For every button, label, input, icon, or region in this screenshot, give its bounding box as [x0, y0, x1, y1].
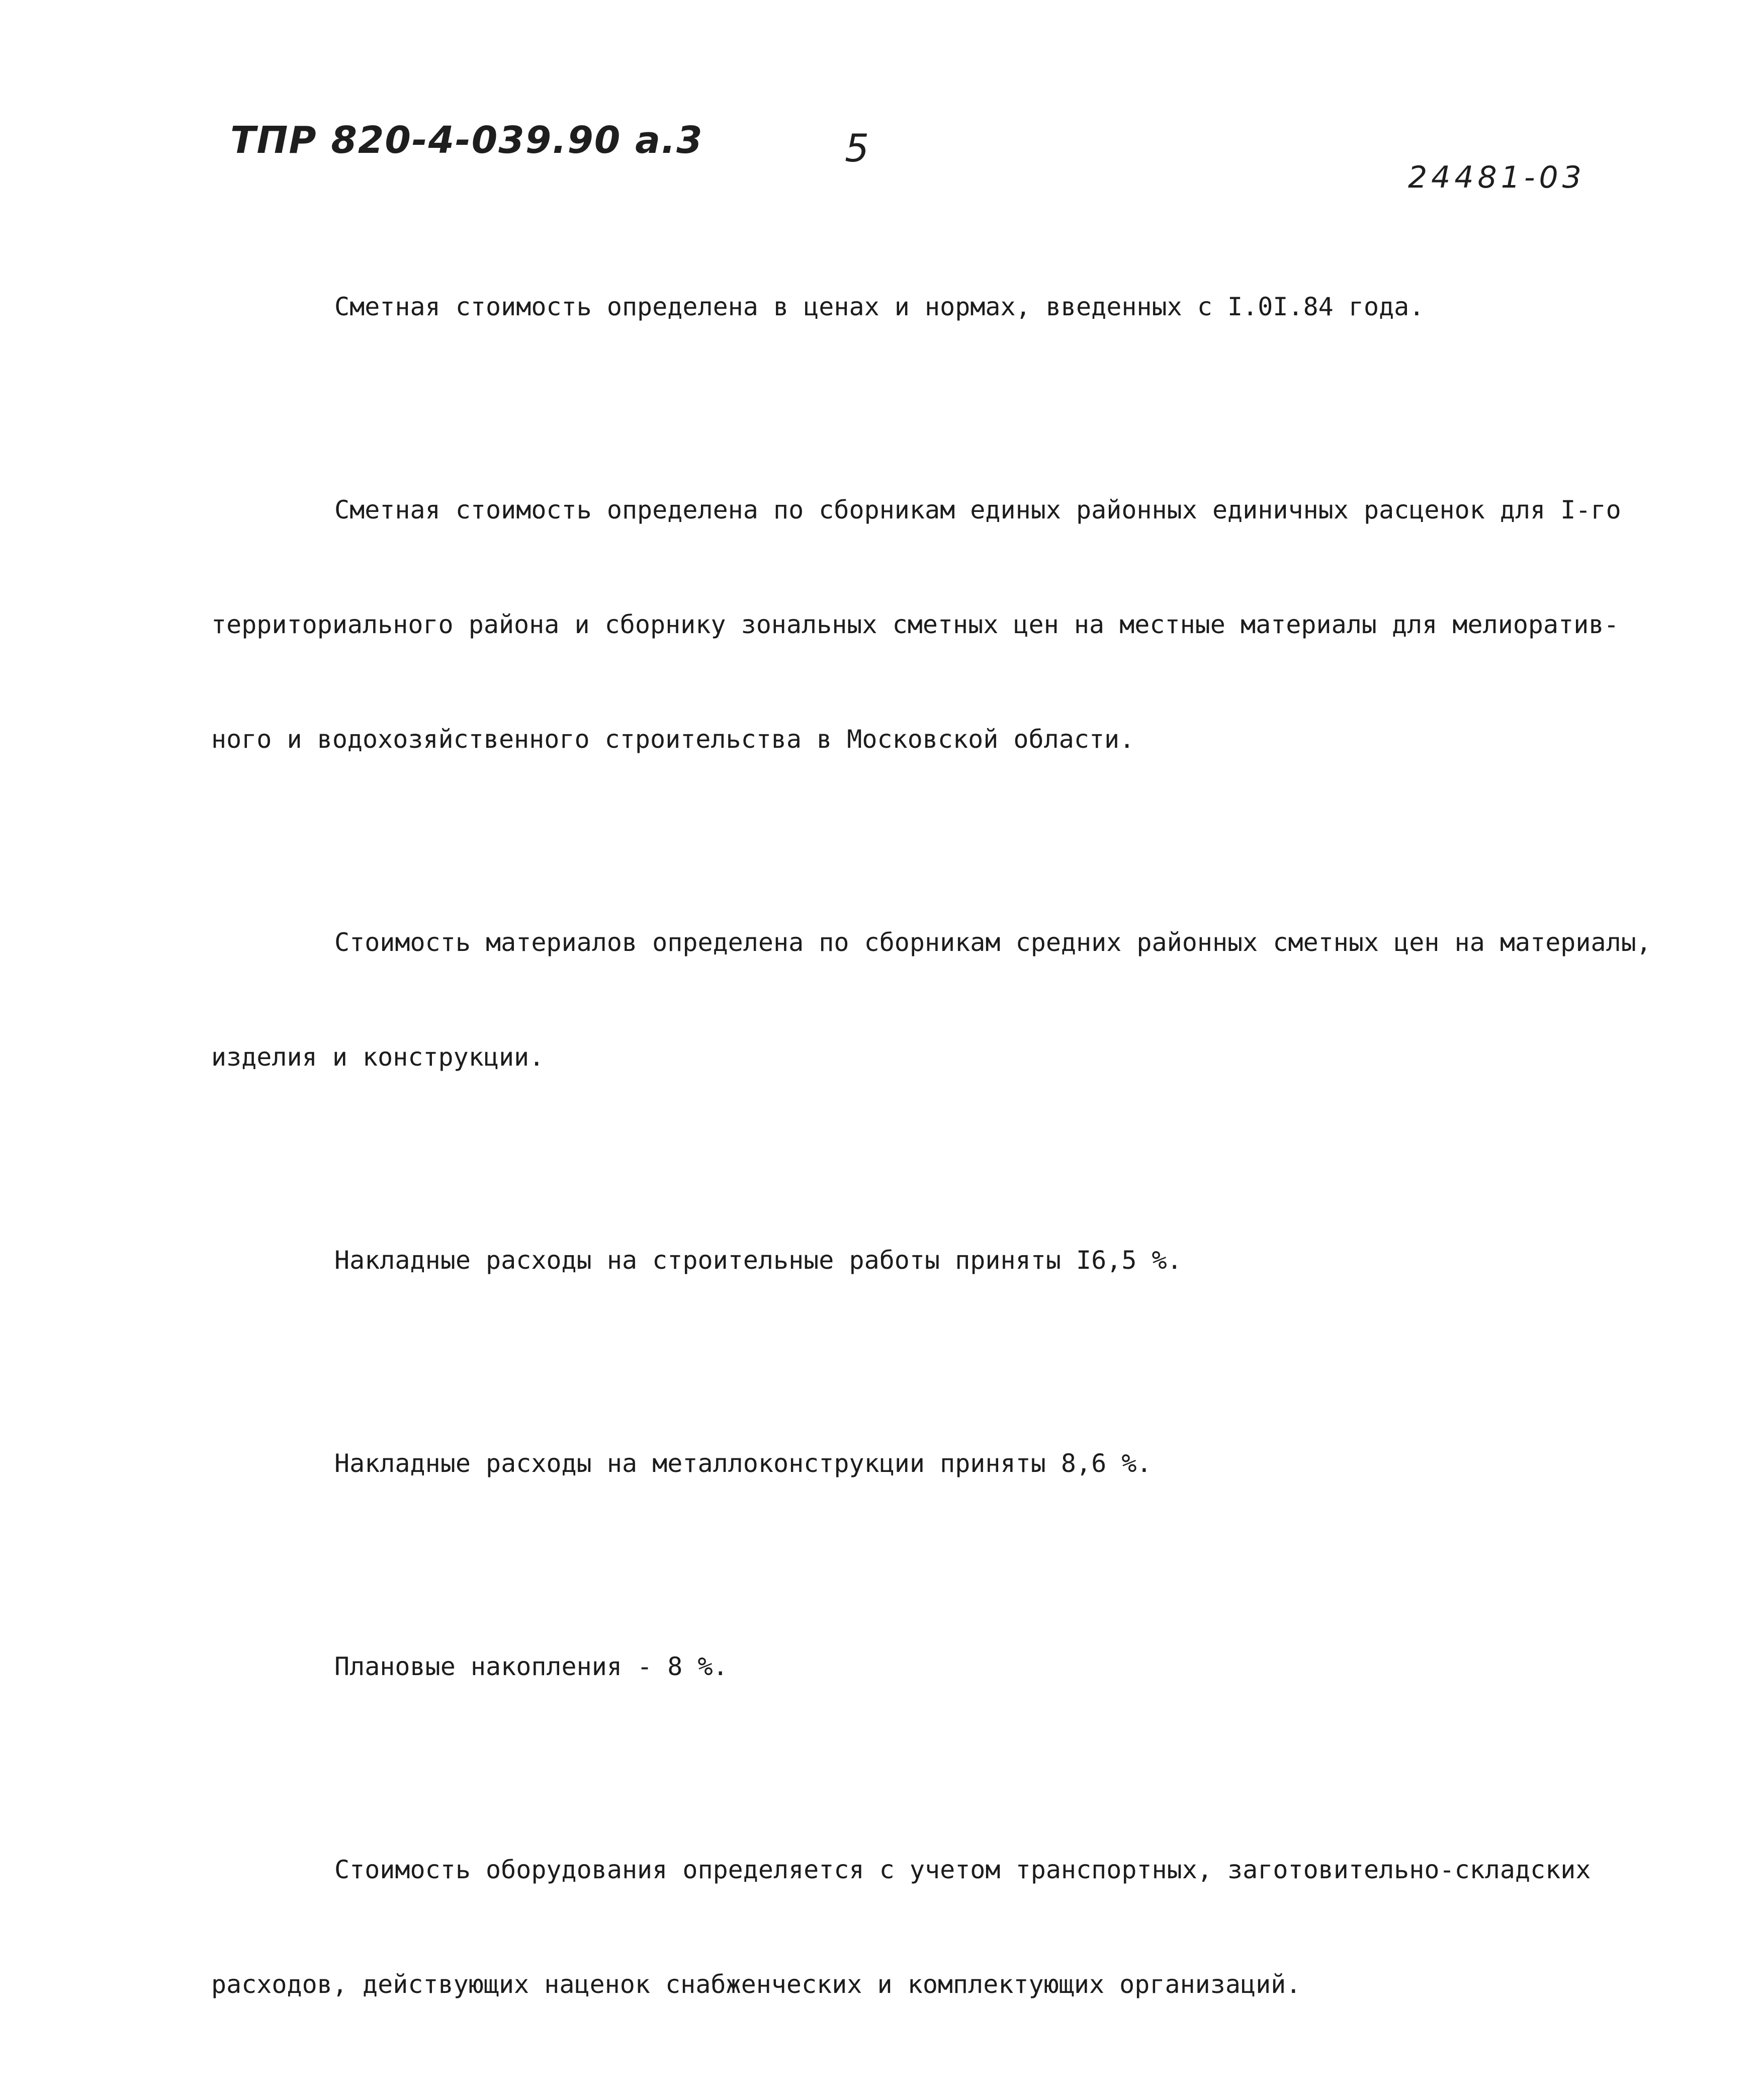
paragraph-line: Накладные расходы на строительные работы приняты I6,5 %. [334, 1246, 1182, 1275]
paragraph-line: Накладные расходы на металлоконструкции приняты 8,6 %. [334, 1449, 1152, 1478]
paragraph-line: Сметная стоимость определена в ценах и нормах, введенных с I.0I.84 года. [334, 292, 1425, 321]
paragraph-materials-cost [211, 847, 1690, 1153]
paragraph-estimate-collections [211, 414, 1690, 835]
paragraph-estimate-prices [211, 211, 1690, 402]
paragraph-overhead-metal [211, 1368, 1690, 1559]
document-code: ТПР 820-4-039.90 а.3 [230, 119, 703, 162]
paragraph-line: изделия и конструкции. [211, 1042, 545, 1072]
page-number: 5 [845, 126, 870, 170]
paragraph-line: расходов, действующих наценок снабженческих и комплектующих организаций. [211, 1970, 1301, 1999]
paragraph-line: Стоимость материалов определена по сборникам средних районных сметных цен на материалы, [334, 928, 1651, 957]
paragraph-equipment-cost [211, 1774, 1690, 2080]
sheet-number: 24481-03 [1408, 160, 1585, 195]
paragraph-planned-savings [211, 1571, 1690, 1762]
document-body [211, 211, 1690, 2092]
paragraph-overhead-construction [211, 1165, 1690, 1356]
paragraph-line: ного и водохозяйственного строительства в Московской области. [211, 725, 1135, 754]
paragraph-line: территориального района и сборнику зональных сметных цен на местные материалы для мелиоратив- [211, 610, 1619, 639]
paragraph-line: Сметная стоимость определена по сборникам единых районных единичных расценок для I-го [334, 495, 1621, 525]
paragraph-line: Плановые накопления - 8 %. [334, 1652, 728, 1681]
paragraph-line: Стоимость оборудования определяется с учетом транспортных, заготовительно-складских [334, 1855, 1591, 1884]
